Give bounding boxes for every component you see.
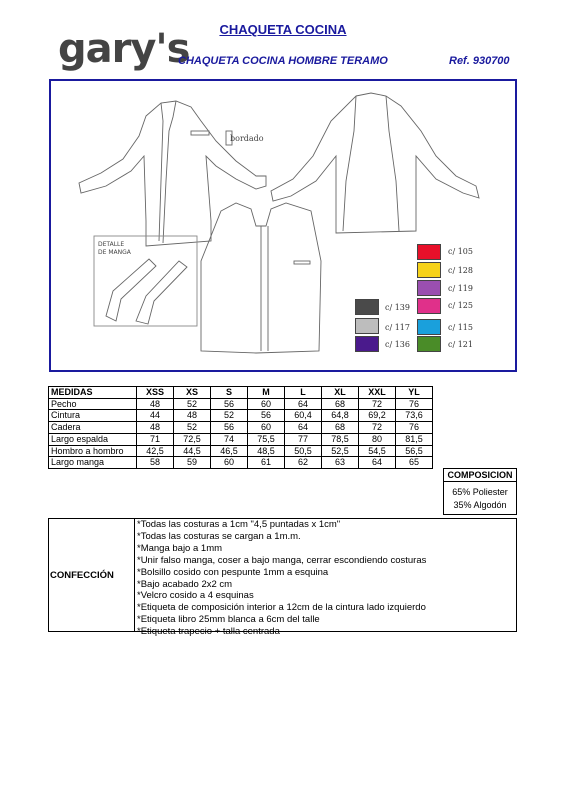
measure-value: 60 xyxy=(248,422,285,434)
measure-value: 44,5 xyxy=(174,445,211,457)
measure-value: 64,8 xyxy=(322,410,359,422)
measures-table xyxy=(48,386,433,469)
measure-value: 52 xyxy=(174,422,211,434)
measure-value: 58 xyxy=(137,457,174,469)
measure-value: 48,5 xyxy=(248,445,285,457)
swatch-label-136: c/ 136 xyxy=(385,340,410,349)
swatch-125 xyxy=(417,298,441,314)
size-header-xss: XSS xyxy=(137,387,174,399)
measure-value: 56 xyxy=(211,398,248,410)
measure-value: 54,5 xyxy=(359,445,396,457)
swatch-label-121: c/ 121 xyxy=(448,340,473,349)
swatch-119 xyxy=(417,280,441,296)
measure-value: 52 xyxy=(211,410,248,422)
measure-label: Pecho xyxy=(49,398,137,410)
measure-value: 50,5 xyxy=(285,445,322,457)
size-header-s: S xyxy=(211,387,248,399)
measure-value: 72 xyxy=(359,398,396,410)
composition-box xyxy=(443,482,517,515)
measure-value: 80 xyxy=(359,433,396,445)
confection-item: *Etiqueta de composición interior a 12cm de la cintura lado izquierdo xyxy=(137,602,426,614)
measure-value: 48 xyxy=(137,398,174,410)
measure-value: 77 xyxy=(285,433,322,445)
measure-value: 60,4 xyxy=(285,410,322,422)
measure-value: 56 xyxy=(211,422,248,434)
swatch-105 xyxy=(417,244,441,260)
measure-value: 63 xyxy=(322,457,359,469)
measure-value: 56,5 xyxy=(396,445,433,457)
measure-value: 69,2 xyxy=(359,410,396,422)
swatch-115 xyxy=(417,319,441,335)
size-header-l: L xyxy=(285,387,322,399)
measure-label: Hombro a hombro xyxy=(49,445,137,457)
measure-value: 48 xyxy=(137,422,174,434)
swatch-label-119: c/ 119 xyxy=(448,284,473,293)
size-header-m: M xyxy=(248,387,285,399)
confection-item: *Etiqueta trapecio + talla centrada xyxy=(137,626,280,638)
measure-value: 73,6 xyxy=(396,410,433,422)
measure-value: 72,5 xyxy=(174,433,211,445)
confection-title: CONFECCIÓN xyxy=(50,570,114,581)
measure-value: 42,5 xyxy=(137,445,174,457)
measures-row xyxy=(49,410,433,422)
measure-value: 52,5 xyxy=(322,445,359,457)
measure-label: Largo manga xyxy=(49,457,137,469)
measure-value: 56 xyxy=(248,410,285,422)
technical-drawing-frame xyxy=(49,79,517,372)
confection-item: *Etiqueta libro 25mm blanca a 6cm del talle xyxy=(137,614,320,626)
measures-row xyxy=(49,457,433,469)
garys-logo: gary's xyxy=(58,26,190,72)
measure-label: Largo espalda xyxy=(49,433,137,445)
swatch-label-105: c/ 105 xyxy=(448,247,473,256)
swatch-136 xyxy=(355,336,379,352)
measure-value: 60 xyxy=(211,457,248,469)
measure-value: 59 xyxy=(174,457,211,469)
confection-item: *Todas las costuras a 1cm "4,5 puntadas x 1cm" xyxy=(137,519,341,530)
measure-value: 60 xyxy=(248,398,285,410)
confection-item: *Manga bajo a 1mm xyxy=(137,542,223,554)
sleeve-detail-label-1: DETALLE xyxy=(98,241,125,248)
measures-header-label: MEDIDAS xyxy=(49,387,137,399)
product-subtitle: CHAQUETA COCINA HOMBRE TERAMO xyxy=(178,55,388,67)
measures-row xyxy=(49,422,433,434)
measure-value: 46,5 xyxy=(211,445,248,457)
document-title: CHAQUETA COCINA xyxy=(219,22,347,37)
confection-item: *Unir falso manga, coser a bajo manga, cerrar escondiendo costuras xyxy=(137,554,427,566)
confection-divider xyxy=(134,518,135,632)
swatch-139 xyxy=(355,299,379,315)
size-header-xxl: XXL xyxy=(359,387,396,399)
product-reference: Ref. 930700 xyxy=(449,55,510,67)
confection-list xyxy=(137,519,426,638)
measure-value: 44 xyxy=(137,410,174,422)
measure-value: 65 xyxy=(396,457,433,469)
swatch-label-115: c/ 115 xyxy=(448,323,473,332)
measures-row xyxy=(49,445,433,457)
swatch-label-128: c/ 128 xyxy=(448,266,473,275)
size-header-xs: XS xyxy=(174,387,211,399)
size-header-xl: XL xyxy=(322,387,359,399)
swatch-128 xyxy=(417,262,441,278)
size-header-yl: YL xyxy=(396,387,433,399)
swatch-label-117: c/ 117 xyxy=(385,323,410,332)
measure-value: 64 xyxy=(285,398,322,410)
confection-item: *Todas las costuras se cargan a 1m.m. xyxy=(137,530,301,542)
measure-value: 62 xyxy=(285,457,322,469)
swatch-121 xyxy=(417,336,441,352)
measure-value: 64 xyxy=(359,457,396,469)
measure-value: 48 xyxy=(174,410,211,422)
jacket-sketch xyxy=(51,81,515,370)
measure-value: 78,5 xyxy=(322,433,359,445)
measure-value: 61 xyxy=(248,457,285,469)
measure-value: 72 xyxy=(359,422,396,434)
composition-line-2: 35% Algodón xyxy=(453,500,507,510)
swatch-label-139: c/ 139 xyxy=(385,303,410,312)
measure-value: 68 xyxy=(322,398,359,410)
swatch-117 xyxy=(355,318,379,334)
measure-value: 64 xyxy=(285,422,322,434)
sleeve-detail-label-2: DE MANGA xyxy=(98,249,131,256)
measure-value: 74 xyxy=(211,433,248,445)
confection-item: *Bajo acabado 2x2 cm xyxy=(137,578,233,590)
measure-value: 52 xyxy=(174,398,211,410)
measure-value: 76 xyxy=(396,422,433,434)
confection-item: *Velcro cosido a 4 esquinas xyxy=(137,590,254,602)
bordado-annotation: bordado xyxy=(230,134,264,143)
measure-label: Cintura xyxy=(49,410,137,422)
measure-value: 68 xyxy=(322,422,359,434)
measures-header-row xyxy=(49,387,433,399)
measure-value: 81,5 xyxy=(396,433,433,445)
measures-row xyxy=(49,433,433,445)
measures-row xyxy=(49,398,433,410)
measure-value: 71 xyxy=(137,433,174,445)
composition-title: COMPOSICION xyxy=(443,468,517,482)
composition-line-1: 65% Poliester xyxy=(452,487,508,497)
measure-value: 76 xyxy=(396,398,433,410)
measure-label: Cadera xyxy=(49,422,137,434)
measure-value: 75,5 xyxy=(248,433,285,445)
swatch-label-125: c/ 125 xyxy=(448,301,473,310)
confection-item: *Bolsillo cosido con pespunte 1mm a esquina xyxy=(137,566,329,578)
